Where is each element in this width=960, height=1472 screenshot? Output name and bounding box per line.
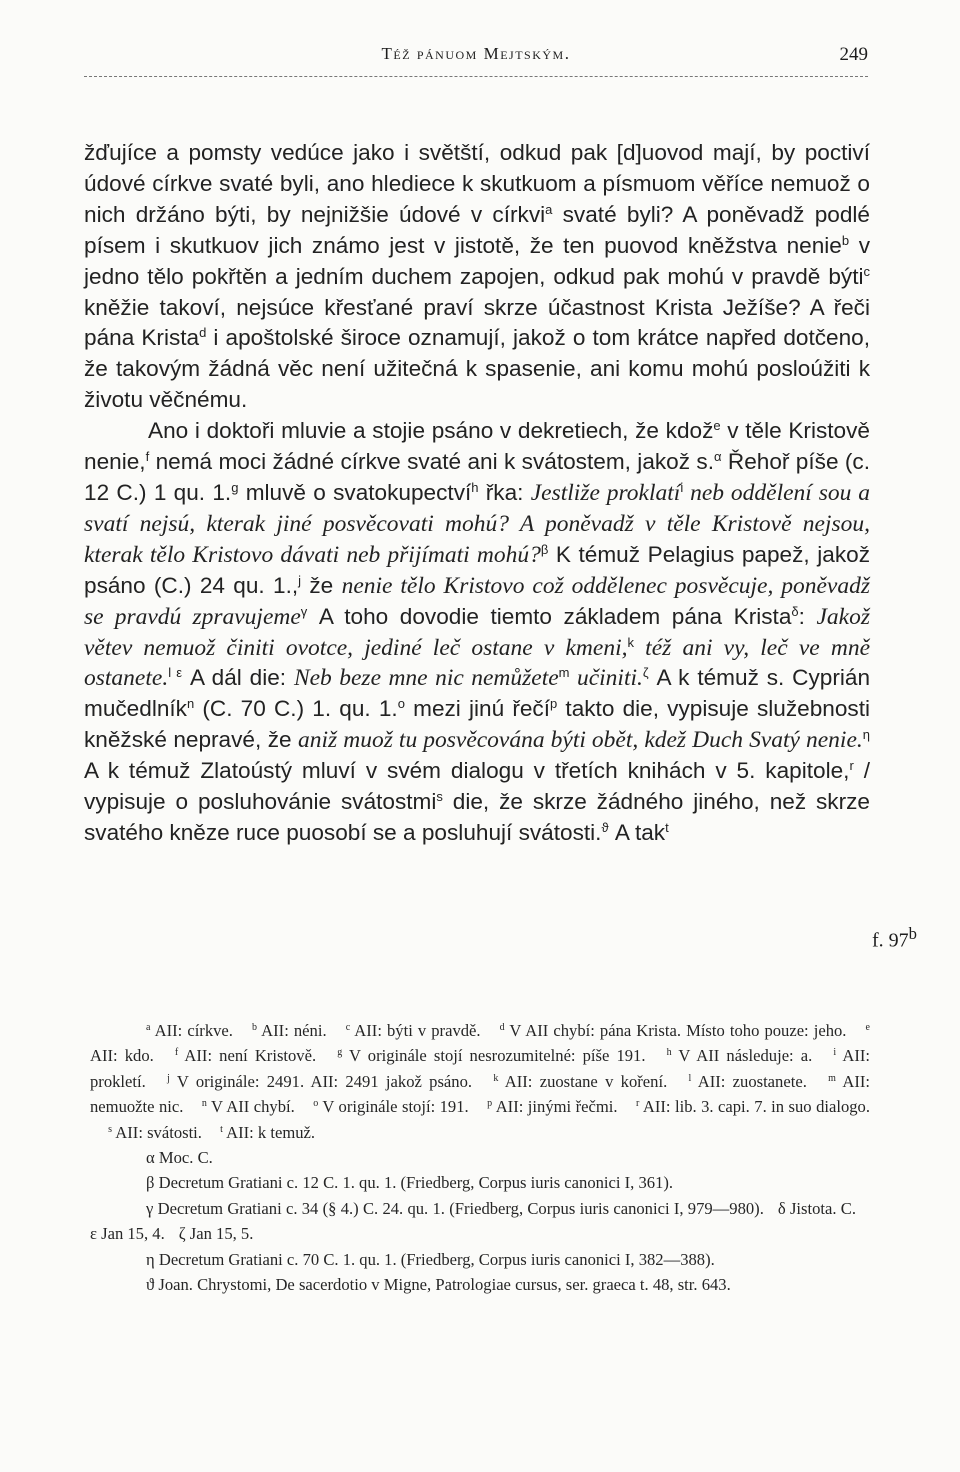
- note-text: AII: není Kristově.: [178, 1046, 317, 1066]
- note-text: AII: nemuožte nic.: [90, 1071, 870, 1117]
- footnote-ref: t: [665, 819, 669, 835]
- footnote-ref: p: [550, 696, 558, 712]
- note-text: AII: lib. 3. capi. 7. in suo dialogo.: [639, 1097, 870, 1117]
- note-marker: i: [833, 1047, 837, 1059]
- text-span: A tak: [608, 819, 666, 845]
- footnote-ref: b: [841, 232, 850, 248]
- note-item: [108, 1123, 202, 1142]
- note-item: [202, 1097, 295, 1116]
- note-text: Joan. Chrystomi, De sacerdotio v Migne, Patrologiae cursus, ser. graeca t. 48, str. 643.: [154, 1275, 731, 1295]
- text-span: takto die, vypisuje služebnosti kněžské nepravé, že: [84, 696, 871, 753]
- italic-quote: nenie tělo Kristovo což oddělenec posvěcuje, poněvadž se pravdú zpravujeme: [84, 572, 871, 630]
- text-span: v těle Kristově nenie,: [84, 418, 870, 475]
- footnote-ref: α: [714, 449, 722, 465]
- footnote-ref: j: [298, 572, 302, 588]
- footnote-ref: γ: [300, 603, 308, 619]
- note-marker: c: [345, 1022, 351, 1033]
- text-span: v jedno tělo pokřtěn a jedním duchem zapojen, odkud pak mohú v pravdě býti: [84, 232, 870, 289]
- note-text: AII: kdo.: [90, 1046, 154, 1066]
- note-text: Decretum Gratiani c. 34 (§ 4.) C. 24. qu. 1. (Friedberg, Corpus iuris canonici I, 979—980).: [153, 1198, 764, 1218]
- note-marker: f: [174, 1047, 179, 1059]
- note-marker: a: [146, 1022, 151, 1033]
- note-item: [146, 1021, 233, 1040]
- footnote-ref: ϑ: [601, 819, 609, 835]
- italic-quote: Neb beze mne nic nemůžete: [293, 665, 559, 692]
- text-span: mezi jinú řečí: [404, 696, 551, 722]
- note-item: [313, 1097, 468, 1116]
- note-marker: r: [636, 1098, 640, 1110]
- note-item: [689, 1072, 807, 1091]
- variant-notes: [90, 1018, 870, 1145]
- header-rule: [84, 76, 868, 77]
- folio-number: f. 97: [872, 929, 909, 952]
- folio-side: b: [908, 924, 917, 943]
- text-span: / vypisuje o posluhovánie svátostmi: [84, 758, 870, 815]
- note-text: V AII chybí.: [206, 1097, 295, 1117]
- note-marker: α: [146, 1148, 155, 1168]
- footnote-ref: c: [863, 263, 870, 279]
- note-marker: g: [337, 1047, 343, 1059]
- footnote-ref: k: [627, 634, 634, 650]
- text-span: Ano i doktoři mluvie a stojie psáno v dekretiech, že kdož: [148, 418, 714, 444]
- source-note: [90, 1247, 870, 1272]
- note-text: V AII chybí: pána Krista. Místo toho pouze: jeho.: [504, 1021, 847, 1040]
- note-item: [252, 1021, 327, 1040]
- note-marker: k: [493, 1072, 499, 1084]
- note-item: [175, 1046, 316, 1065]
- note-item: [167, 1072, 472, 1091]
- note-item: [220, 1123, 315, 1142]
- text-span: řka:: [478, 479, 531, 505]
- text-span: Řehoř píše (c. 12 C.) 1 qu. 1.: [84, 449, 870, 505]
- footnote-ref: η: [862, 727, 870, 743]
- note-marker: t: [220, 1123, 223, 1135]
- note-marker: o: [313, 1098, 319, 1110]
- footnote-ref: ζ: [642, 665, 649, 681]
- note-text: V AII následuje: a.: [671, 1046, 813, 1066]
- running-title: Též pánuom Mejtským.: [381, 44, 571, 63]
- note-marker: h: [666, 1047, 672, 1059]
- note-text: V originále stojí nesrozumitelné: píše 191.: [342, 1046, 646, 1066]
- footnote-ref: f: [145, 449, 150, 465]
- text-span: K témuž Pelagius papež, jakož psáno (C.) 24 qu. 1.,: [84, 541, 871, 598]
- note-text: Jistota. C.: [785, 1198, 856, 1218]
- text-span: A toho dovodie tiemto základem pána Krista: [307, 603, 792, 629]
- folio-margin-note: [872, 924, 917, 953]
- footnote-ref: g: [231, 479, 239, 495]
- footnote-ref: l ε: [168, 665, 183, 681]
- italic-quote: Jakož větev nemuož činiti ovotce, jediné leč ostane v kmeni,: [84, 603, 870, 661]
- italic-quote: též ani vy, leč ve mně ostanete.: [84, 634, 870, 692]
- note-marker: e: [865, 1022, 870, 1033]
- text-span: (C. 70 C.) 1. qu. 1.: [194, 696, 398, 722]
- note-item: [500, 1021, 847, 1040]
- note-marker: m: [828, 1072, 836, 1084]
- note-marker: b: [252, 1022, 258, 1033]
- footnote-ref: β: [540, 541, 549, 557]
- text-span: A k témuž Zlatoústý mluví v svém dialogu v třetích knihách v 5. kapitole,: [84, 758, 850, 784]
- note-text: AII: prokletí.: [90, 1046, 870, 1091]
- text-span: A dál die:: [182, 665, 294, 691]
- text-span: svaté byli? A poněvadž podlé písem i skutkuov jich známo jest v jistotě, že ten puovod kněžstva nenie: [84, 201, 870, 258]
- paragraph-1: [84, 138, 870, 416]
- note-marker: η: [146, 1249, 155, 1269]
- note-text: AII: býti v pravdě.: [350, 1021, 481, 1040]
- note-item: [667, 1046, 813, 1065]
- note-marker: j: [167, 1072, 170, 1084]
- note-marker: ϑ: [146, 1275, 155, 1295]
- note-text: AII: k temuž.: [222, 1122, 316, 1142]
- note-text: AII: církve.: [150, 1021, 233, 1040]
- note-item: [337, 1046, 645, 1065]
- note-marker: s: [108, 1123, 113, 1135]
- note-marker: δ: [777, 1198, 786, 1218]
- footnote-ref: i: [680, 479, 684, 495]
- italic-quote: učiniti.: [569, 665, 643, 692]
- footnote-ref: e: [713, 418, 721, 434]
- text-span: i apoštolské široce oznamují, jakož o tom krátce napřed dotčeno, že takovým žádná věc není užitečná k spasenie, ani komu mohú posloúžiti k životu věčnému.: [84, 325, 871, 413]
- page-header: [84, 44, 868, 74]
- text-span: kněžie takoví, nejsúce křesťané praví skrze účastnost Krista Ježíše? A řeči pána Krista: [84, 294, 870, 351]
- text-span: nemá moci žádné církve svaté ani k svátostem, jakož s.: [149, 449, 714, 475]
- source-note: [90, 1196, 870, 1247]
- note-marker: ε: [90, 1224, 97, 1244]
- note-item: [487, 1097, 617, 1116]
- note-text: AII: svátosti.: [112, 1122, 202, 1142]
- source-note: [90, 1145, 870, 1170]
- note-text: AII: néni.: [257, 1021, 327, 1040]
- footnote-ref: n: [186, 696, 195, 712]
- footnote-ref: δ: [791, 603, 799, 619]
- page-number: 249: [839, 44, 868, 65]
- note-text: Decretum Gratiani c. 70 C. 1. qu. 1. (Friedberg, Corpus iuris canonici I, 382—388).: [154, 1249, 715, 1269]
- note-marker: ζ: [178, 1224, 186, 1244]
- text-span: A k témuž s. Cyprián mučedlník: [84, 665, 871, 722]
- note-marker: γ: [146, 1198, 154, 1218]
- note-marker: β: [146, 1173, 155, 1193]
- note-text: AII: zuostane v koření.: [498, 1071, 668, 1091]
- footnote-ref: r: [849, 758, 854, 774]
- footnote-ref: o: [397, 696, 405, 712]
- footnote-ref: d: [199, 325, 207, 341]
- note-item: [636, 1097, 870, 1116]
- text-span: že: [301, 572, 342, 598]
- note-text: Jan 15, 4.: [96, 1224, 165, 1244]
- main-text: [84, 138, 870, 849]
- italic-quote: Jestliže proklatí: [530, 479, 681, 506]
- paragraph-2: [84, 416, 870, 849]
- italic-quote: aniž muož tu posvěcována býti obět, kdež Duch Svatý nenie.: [298, 727, 863, 754]
- text-span: mluvě o svatokupectví: [238, 479, 472, 505]
- apparatus-notes: [90, 1018, 870, 1297]
- note-text: AII: zuostanete.: [691, 1071, 807, 1091]
- note-marker: n: [201, 1098, 207, 1110]
- footnote-ref: a: [545, 201, 553, 217]
- note-text: Decretum Gratiani c. 12 C. 1. qu. 1. (Friedberg, Corpus iuris canonici I, 361).: [154, 1173, 674, 1193]
- note-text: Moc. C.: [154, 1148, 213, 1168]
- note-text: V originále: 2491. AII: 2491 jakož psáno.: [169, 1071, 473, 1091]
- note-text: Jan 15, 5.: [185, 1224, 254, 1244]
- italic-quote: neb oddělení sou a svatí nejsú, kterak jiné posvěcovati mohú? A poněvadž v těle Kristově nejsou, kterak tělo Kristovo dávati neb přijímati mohú?: [84, 479, 870, 568]
- text-span: žďujíce a pomsty vedúce jako i světští, odkud pak [d]uovod mají, by poctiví údové církve svaté byli, ano hlediece k skutkuom a písmuom věříce nemuož o nich držáno býti, by nejnižšie údové v církvi: [84, 140, 870, 227]
- text-span: :: [798, 603, 817, 629]
- footnote-ref: s: [436, 789, 443, 805]
- note-text: AII: jinými řečmi.: [492, 1097, 618, 1117]
- source-note: [90, 1272, 870, 1297]
- source-note: [90, 1170, 870, 1195]
- note-item: [346, 1021, 481, 1040]
- footnote-ref: m: [558, 665, 570, 681]
- note-text: V originále stojí: 191.: [318, 1097, 469, 1117]
- footnote-ref: h: [471, 479, 479, 495]
- note-marker: l: [688, 1072, 692, 1084]
- text-span: die, že skrze žádného jiného, než skrze svatého kněze ruce puosobí se a posluhují svátosti.: [84, 789, 870, 845]
- note-marker: p: [487, 1098, 493, 1110]
- note-item: [493, 1072, 667, 1091]
- note-marker: d: [499, 1022, 505, 1033]
